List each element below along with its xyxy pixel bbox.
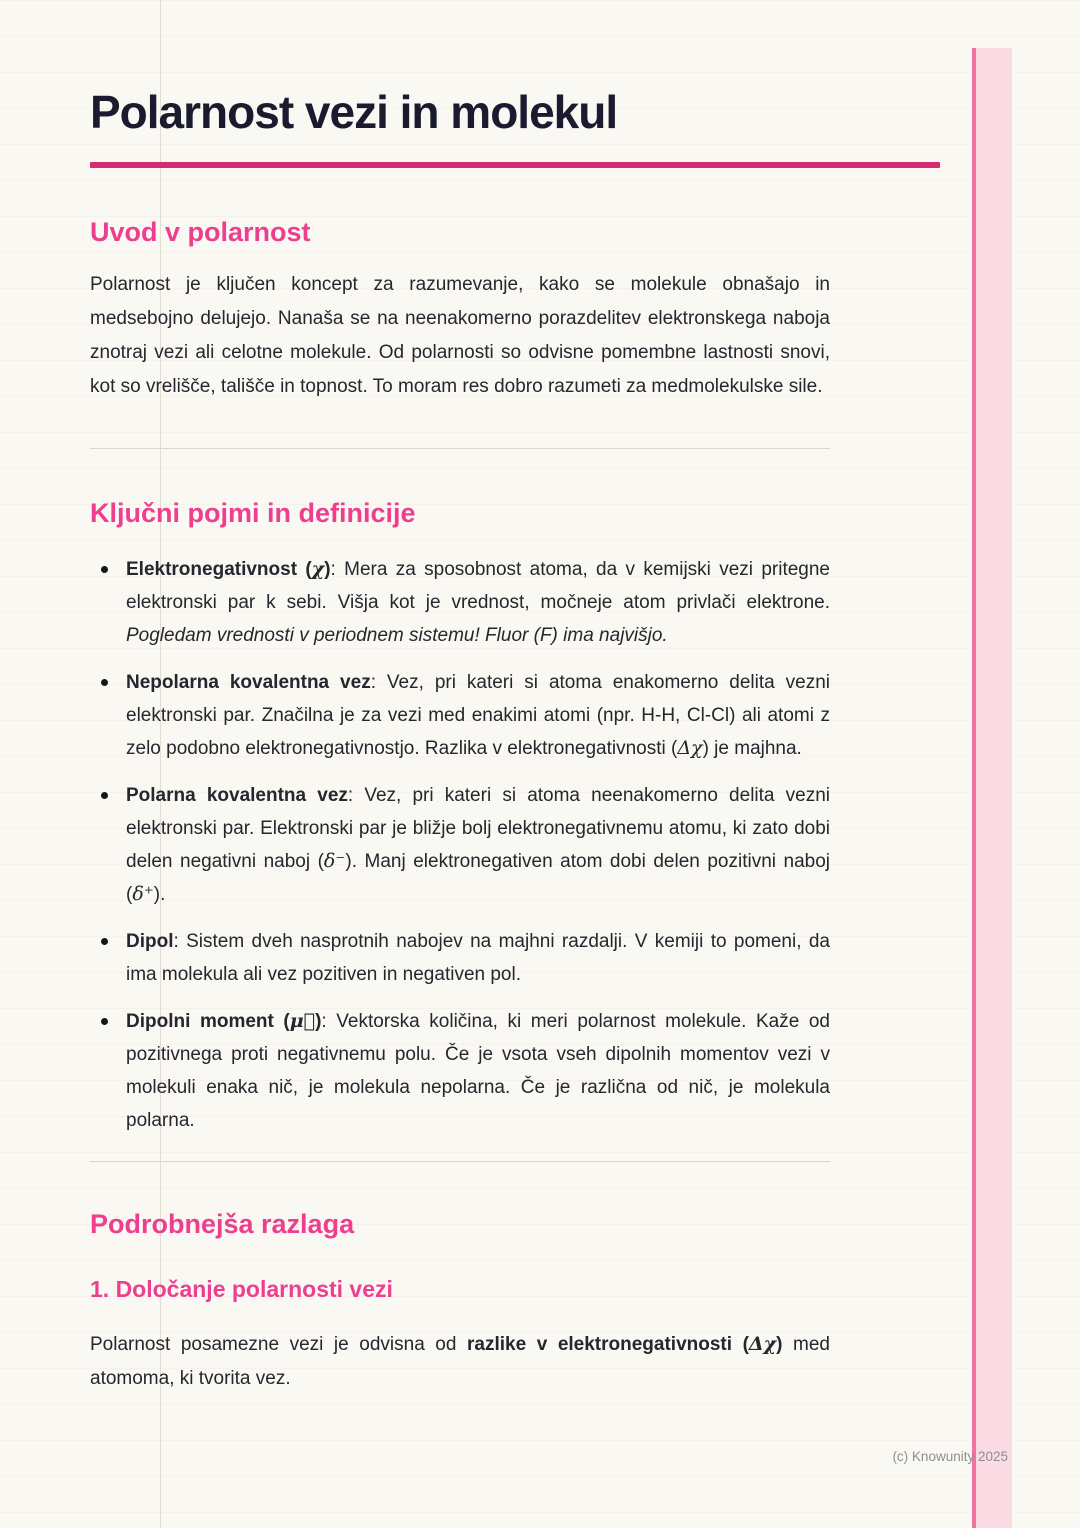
text-segment: : Vektorska količina, ki meri polarnost molekule. Kaže od pozitivnega proti negativnemu polu. Če je vsota vseh dipolnih momentov vezi v molekuli enaka nič, je molekula nepolarna. Če je različna od nič, je molekula polarna. bbox=[126, 1011, 830, 1131]
text-segment: : Vez, pri kateri si atoma enakomerno delita vezni elektronski par. Značilna je za vezi med enakimi atomi (npr. H-H, Cl-Cl) ali atomi z zelo podobno elektronegativnostjo. Razlika v elektronegativnosti ( bbox=[126, 672, 830, 759]
text-segment: μ⃗ bbox=[289, 1010, 316, 1032]
text-segment: ). bbox=[153, 884, 166, 905]
definition-item bbox=[126, 779, 830, 911]
text-segment: Polarnost posamezne vezi je odvisna od bbox=[90, 1334, 467, 1355]
definition-item bbox=[126, 925, 830, 991]
definition-item bbox=[126, 1005, 830, 1137]
text-segment: Dipol bbox=[126, 931, 174, 952]
text-segment: ) bbox=[776, 1334, 783, 1355]
text-segment: δ⁻ bbox=[323, 850, 346, 872]
text-segment: Pogledam vrednosti v periodnem sistemu! Fluor (F) ima najvišjo. bbox=[126, 625, 668, 646]
text-segment: ) bbox=[315, 1011, 322, 1032]
section-divider-1 bbox=[90, 448, 830, 449]
text-segment: Dipolni moment ( bbox=[126, 1011, 290, 1032]
text-segment: : Vez, pri kateri si atoma neenakomerno delita vezni elektronski par. Elektronski par je bližje bolj elektronegativnemu atomu, ki zato dobi delen negativni naboj ( bbox=[126, 785, 830, 872]
document-content bbox=[90, 0, 940, 1396]
text-segment: razlike v elektronegativnosti ( bbox=[467, 1334, 749, 1355]
title-underline-rule bbox=[90, 162, 940, 168]
text-segment: Polarna kovalentna vez bbox=[126, 785, 348, 806]
text-segment: ) je majhna. bbox=[702, 738, 802, 759]
section-heading-explanation: Podrobnejša razlaga bbox=[90, 1209, 355, 1239]
text-segment: ) bbox=[324, 559, 331, 580]
right-pink-stripe bbox=[972, 48, 1012, 1528]
definition-item bbox=[126, 666, 830, 765]
text-segment: Δχ bbox=[677, 737, 703, 759]
section-divider-2 bbox=[90, 1161, 830, 1162]
text-segment: Δχ bbox=[748, 1333, 777, 1355]
text-segment: δ⁺ bbox=[132, 883, 154, 905]
text-segment: ). Manj elektronegativen atom dobi delen pozitivni naboj ( bbox=[126, 851, 831, 905]
page-title: Polarnost vezi in molekul bbox=[90, 86, 618, 138]
text-segment: χ bbox=[311, 558, 325, 580]
intro-paragraph: Polarnost je ključen koncept za razumevanje, kako se molekule obnašajo in medsebojno delujejo. Nanaša se na neenakomerno porazdelitev elektronskega naboja znotraj vezi ali celotne molekule. Od polarnosti so odvisne pomembne lastnosti snovi, kot so vrelišče, tališče in topnost. To moram res dobro razumeti za medmolekulske sile. bbox=[90, 274, 830, 397]
text-segment: Nepolarna kovalentna vez bbox=[126, 672, 371, 693]
section-heading-definitions: Ključni pojmi in definicije bbox=[90, 498, 416, 528]
text-segment: med atomoma, ki tvorita vez. bbox=[90, 1334, 830, 1389]
subsection-heading-bond-polarity: 1. Določanje polarnosti vezi bbox=[90, 1276, 393, 1302]
definition-item bbox=[126, 553, 830, 652]
text-segment: Elektronegativnost ( bbox=[126, 559, 312, 580]
definitions-list bbox=[90, 553, 830, 1137]
text-segment: : Mera za sposobnost atoma, da v kemijski vezi pritegne elektronski par k sebi. Višja kot je vrednost, močneje atom privlači elektrone. bbox=[126, 559, 830, 613]
explanation-paragraph bbox=[90, 1327, 830, 1396]
text-segment: : Sistem dveh nasprotnih nabojev na majhni razdalji. V kemiji to pomeni, da ima molekula ali vez pozitiven in negativen pol. bbox=[126, 931, 830, 985]
copyright-footer: (c) Knowunity 2025 bbox=[892, 1449, 1008, 1464]
section-heading-intro: Uvod v polarnost bbox=[90, 217, 311, 247]
